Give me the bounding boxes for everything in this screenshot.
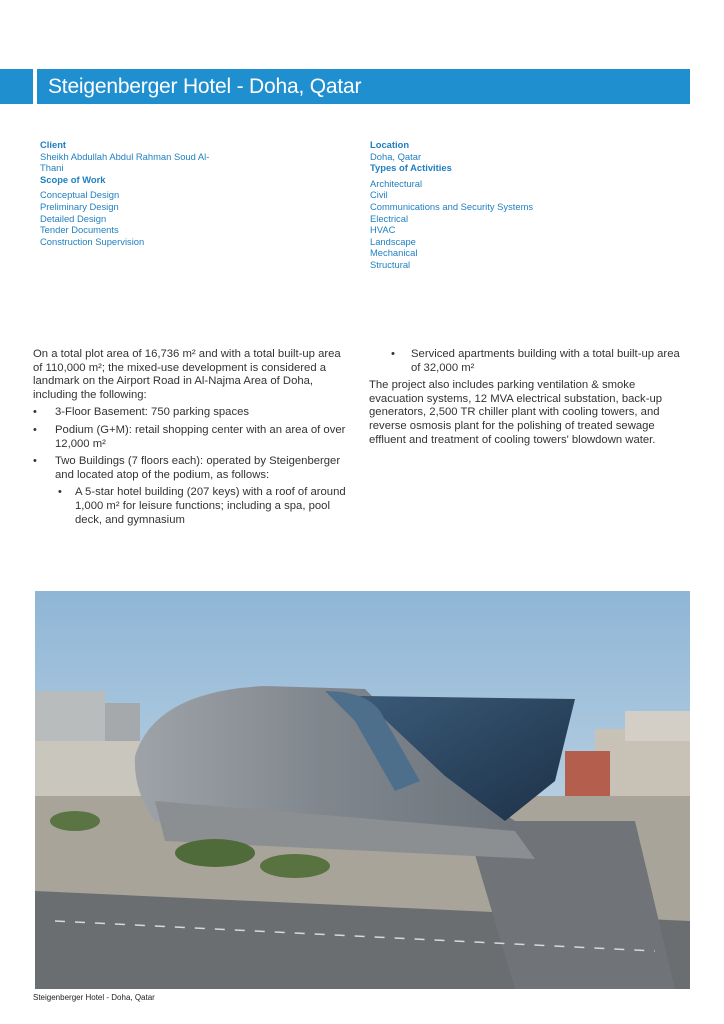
activity-item: Civil	[370, 189, 388, 201]
scope-item: Tender Documents	[40, 224, 119, 236]
activity-item: Architectural	[370, 177, 423, 189]
intro-paragraph: On a total plot area of 16,736 m² and with a total built-up area of 110,000 m²; the mixed-use development is considered a landmark on the Airport Road in Al-Najma Area of Doha, including the following:	[33, 348, 341, 401]
activities-label: Types of Activities	[370, 162, 452, 174]
description-left-column	[33, 348, 351, 531]
closing-paragraph: The project also includes parking ventilation & smoke evacuation systems, 12 MVA electrical substation, back-up generators, 2,500 TR chiller plant with cooling towers, and reverse osmosis plant for the polishing of treated sewage effluent and treatment of cooling towers' blowdown water.	[369, 379, 663, 446]
client-label: Client	[40, 139, 67, 150]
sub-list	[55, 486, 351, 527]
hotel-photo	[35, 591, 690, 989]
photo-caption: Steigenberger Hotel - Doha, Qatar	[33, 993, 155, 1002]
description-right-column	[369, 348, 689, 447]
activity-item: Electrical	[370, 212, 409, 224]
title-accent-block	[0, 69, 33, 104]
page-title: Steigenberger Hotel - Doha, Qatar	[48, 75, 362, 98]
client-value-line: Sheikh Abdullah Abdul Rahman Soud Al-	[40, 150, 210, 162]
client-value-line: Thani	[40, 162, 64, 174]
scope-item: Construction Supervision	[40, 235, 145, 247]
title-bar	[0, 69, 690, 104]
scope-item: Preliminary Design	[40, 200, 119, 212]
scope-label: Scope of Work	[40, 173, 106, 185]
list-item	[33, 455, 351, 527]
hotel-photo-illustration	[35, 591, 690, 989]
sub-list-item: • Serviced apartments building with a total built-up area of 32,000 m²	[369, 348, 689, 375]
feature-list	[33, 406, 351, 527]
project-info-left	[40, 139, 240, 247]
activity-item: HVAC	[370, 224, 396, 236]
project-info-right	[370, 139, 610, 271]
activity-item: Mechanical	[370, 247, 418, 259]
scope-item: Conceptual Design	[40, 189, 120, 201]
list-item: • Podium (G+M): retail shopping center with an area of over 12,000 m²	[33, 424, 351, 451]
activity-item: Structural	[370, 258, 411, 270]
activity-item: Communications and Security Systems	[370, 200, 534, 212]
list-item-text: Two Buildings (7 floors each): operated by Steigenberger and located atop of the podium, as follows:	[55, 455, 341, 481]
activity-item: Landscape	[370, 235, 416, 247]
scope-item: Detailed Design	[40, 212, 107, 224]
list-item: • 3-Floor Basement: 750 parking spaces	[33, 406, 351, 420]
location-value: Doha, Qatar	[370, 150, 422, 162]
sub-list-item: • A 5-star hotel building (207 keys) with a roof of around 1,000 m² for leisure functions; including a spa, pool deck, and gymnasium	[55, 486, 351, 527]
location-label: Location	[370, 139, 410, 150]
